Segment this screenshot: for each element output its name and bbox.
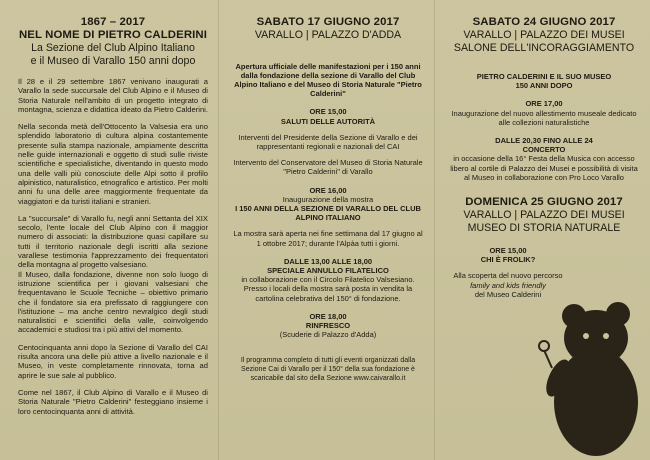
event-desc-exhibition: La mostra sarà aperta nei fine settimana dal 17 giugno al 1 ottobre 2017; durante l'Alpàa tutti i giorni. — [233, 229, 423, 248]
june-24-25-column — [434, 0, 650, 299]
history-column — [0, 0, 218, 424]
event-title-concert: CONCERTO — [522, 145, 566, 155]
history-paragraph-2: Nella seconda metà dell'Ottocento la Valsesia era uno splendido laboratorio di cultura alpina costantemente presente sulla stampa nazionale, ampiamente descritta nelle guide internazionali e oggetto di studi sulle riviste scientifiche e specialistiche, diventando in questo modo una delle valli più conosciute delle Alpi sotto il profilo alpinistico, naturalistico, etnografico e artistico. Per molti anni fu una delle aree maggiormente frequentate da viaggiatori e da turisti italiani e stranieri. — [18, 122, 208, 206]
event-desc-greetings-2: Intervento del Conservatore del Museo di Storia Naturale "Pietro Calderini" di Varallo — [233, 158, 423, 177]
event-desc-frolik-1: Alla scoperta del nuovo percorso — [453, 271, 563, 281]
history-paragraph-1: Il 28 e il 29 settembre 1867 venivano inaugurati a Varallo la sede succursale del Club Alpino e il Museo di Storia Naturale nell'ambito di un progetto integrato di montagna, scienza e didattica ideato da Pietro Calderini. — [18, 77, 208, 114]
june-24-heading-2: 150 ANNI DOPO — [515, 81, 573, 91]
event-time-1700: ORE 17,00 — [525, 99, 563, 109]
event-desc-refreshment: (Scuderie di Palazzo d'Adda) — [279, 330, 377, 340]
june-24-heading: PIETRO CALDERINI E IL SUO MUSEO — [476, 72, 612, 81]
event-desc-inauguration: Inaugurazione del nuovo allestimento museale dedicato alle collezioni naturalistiche — [451, 108, 637, 127]
event-pre-exhibition: Inaugurazione della mostra — [282, 194, 374, 204]
june-25-title: DOMENICA 25 GIUGNO 2017 — [465, 196, 623, 209]
june-24-title: SABATO 24 GIUGNO 2017 — [472, 16, 616, 28]
june-25-venue: VARALLO | PALAZZO DEI MUSEI — [463, 209, 625, 222]
history-subtitle-2: e il Museo di Varallo 150 anni dopo — [30, 54, 196, 67]
event-title-stamp: SPECIALE ANNULLO FILATELICO — [267, 265, 389, 275]
june-25-museum: MUSEO DI STORIA NATURALE — [467, 221, 621, 234]
event-title-exhibition: I 150 ANNI DELLA SEZIONE DI VARALLO DEL CLUB ALPINO ITALIANO — [235, 203, 421, 223]
event-title-greetings: SALUTI DELLE AUTORITÀ — [280, 116, 376, 126]
event-time-1800: ORE 18,00 — [309, 311, 347, 321]
event-desc-frolik-2: family and kids friendly — [470, 280, 546, 290]
history-paragraph-6: Come nel 1867, il Club Alpino di Varallo e il Museo di Storia Naturale "Pietro Calderini" festeggiano insieme i loro centocinquanta anni di attività. — [18, 387, 208, 416]
event-time-june25-1500: ORE 15,00 — [489, 246, 527, 256]
june-24-room: SALONE DELL'INCORAGGIAMENTO — [453, 41, 635, 54]
event-time-1300-1800: DALLE 13,00 ALLE 18,00 — [283, 256, 373, 266]
program-footer: Il programma completo di tutti gli eventi organizzati dalla Sezione Cai di Varallo per il 150° della sua fondazione è scaricabile dal sito della Sezione www.caivarallo.it — [240, 357, 416, 382]
june-24-venue: VARALLO | PALAZZO DEI MUSEI — [463, 29, 625, 41]
event-time-1500: ORE 15,00 — [309, 107, 347, 117]
event-desc-greetings-1: Interventi del Presidente della Sezione di Varallo e dei rappresentanti regionali e nazionali del CAI — [238, 132, 418, 151]
event-desc-frolik-3: del Museo Calderini — [474, 289, 542, 299]
event-time-2030-24: DALLE 20,30 FINO ALLE 24 — [495, 136, 593, 146]
frolik-mascot-icon — [538, 298, 646, 458]
history-paragraph-3: La "succursale" di Varallo fu, negli anni Settanta del XIX secolo, l'ente locale del Club Alpino con il maggior numero di associati: la distribuzione quasi capillare su tutti il territorio nazionale degli iscritti alla sezione varallese testimonia l'apprezzamento dei frequentatori della montagna al progetto valsesiano. — [18, 213, 208, 270]
event-desc-concert: in occasione della 16° Festa della Musica con accesso libero al cortile di Palazzo dei Musei e possibilità di visita al Museo in collaborazione con Pro Loco Varallo — [450, 154, 638, 182]
june-17-title: SABATO 17 GIUGNO 2017 — [256, 16, 400, 28]
event-desc-stamp: in collaborazione con il Circolo Filatelico Valsesiano. Presso i locali della mostra sarà posta in vendita la cartolina celebrativa del 150° di fondazione. — [241, 275, 415, 303]
history-years: 1867 – 2017 — [80, 16, 146, 28]
june-17-intro: Apertura ufficiale delle manifestazioni per i 150 anni dalla fondazione della sezione di Varallo del Club Alpino Italiano e del Museo di Storia Naturale "Pietro Calderini" — [234, 61, 422, 99]
history-paragraph-5: Centocinquanta anni dopo la Sezione di Varallo del CAI risulta ancora una delle più attive a livello nazionale e il Museo, in veste completamente rinnovata, torna ad aprire le sue sale al pubblico. — [18, 342, 208, 380]
event-title-refreshment: RINFRESCO — [305, 320, 351, 330]
june-17-column — [218, 0, 434, 384]
history-title: NEL NOME DI PIETRO CALDERINI — [18, 29, 207, 41]
event-time-1600: ORE 16,00 — [309, 185, 347, 195]
june-17-venue: VARALLO | PALAZZO D'ADDA — [254, 29, 402, 41]
history-paragraph-4: Il Museo, dalla fondazione, divenne non solo luogo di istruzione scientifica per i giovani valsesiani che frequentavano le Scuole Tecniche – obiettivo primario che il fondatore sia era prefissato di raggiungere con l'istituzione – ma anche centro nevralgico degli studi naturalistici e scientifici della valle, coinvolgendo accademici e studiosi tra i più attivi del momento. — [18, 269, 208, 335]
history-subtitle-1: La Sezione del Club Alpino Italiano — [31, 42, 195, 54]
event-title-frolik: CHI È FROLIK? — [480, 255, 536, 265]
